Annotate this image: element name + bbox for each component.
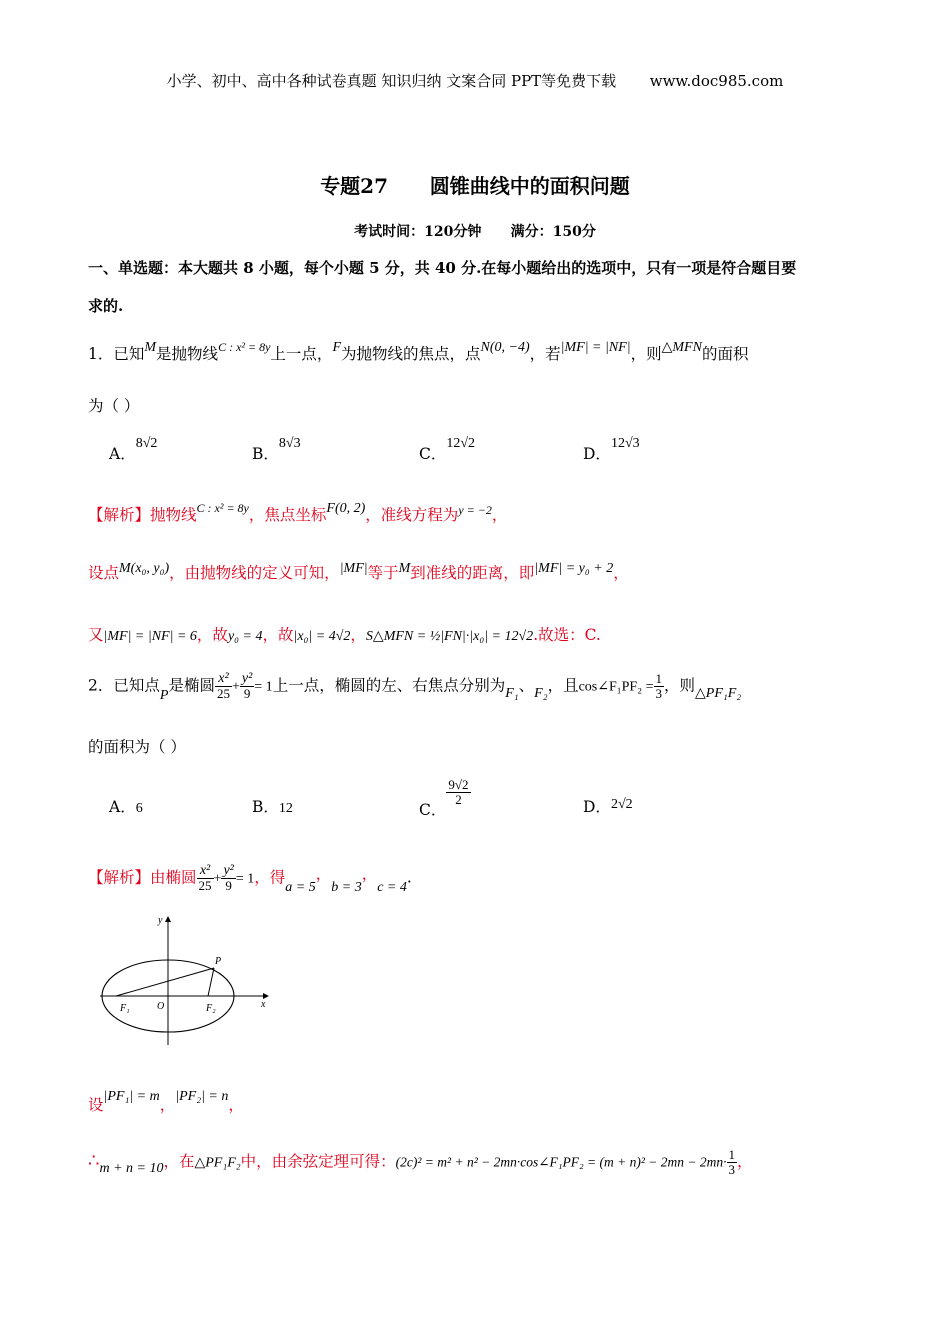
x-label: x [261,999,266,1010]
answer-2-line1: 【解析】由椭圆 $\frac{\text{x²}}{25}$ + $\frac{\text{y²}}{9}$ = 1，得a = 5，b = 3，c = 4. [88,863,412,895]
point-p-label: P [215,956,222,967]
q2-option-c[interactable]: C． $\frac{9√2}{2}$ [419,777,469,819]
ellipse-diagram [98,912,278,1047]
f1-label: F₁ [120,1003,130,1014]
q1-option-d[interactable]: D．12√3 [583,436,640,463]
header-text: 小学、初中、高中各种试卷真题 知识归纳 文案合同 PPT等免费下载 [166,72,617,90]
answer-1-line2: 设点M(x₀, y₀)，由抛物线的定义可知，|MF|等于M到准线的距离，即|MF| = y₀ + 2， [88,561,629,582]
page-title: 专题27 圆锥曲线中的面积问题 [320,174,630,198]
answer-1-line1: 【解析】抛物线$^{C : x^2 = 8y}$，焦点坐标F(0, 2)，准线方程为$^{y = -2}$， [88,501,508,524]
section-heading-line2: 求的. [88,297,124,315]
page-header [0,70,950,91]
question-2-line2: 的面积为（ ） [88,738,186,756]
y-axis-arrow [165,916,171,922]
f2-label: F₂ [206,1003,216,1014]
segment-pf2 [208,968,214,996]
q2-option-a[interactable]: A．6 [109,798,143,816]
q1-option-a[interactable]: A．8√2 [109,436,158,463]
question-1-line2: 为（ ） [88,397,140,415]
q2-option-d[interactable]: D．2√2 [583,797,633,816]
origin-label: O [157,1001,165,1012]
answer-1-line3: 又|MF| = |NF| = 6，故y₀ = 4，故|x₀| = 4√2，S△MFN = ½|FN|·|x₀| = 12√2.故选：C. [88,626,601,644]
y-label: y [158,915,163,926]
q1-option-b[interactable]: B．8√3 [252,436,301,463]
segment-pf1 [116,968,214,996]
question-2: 2．已知点P是椭圆 $\frac{\text{x²}}{25}$ + $\frac{\text{y²}}{9}$ = 1上一点，椭圆的左、右焦点分别为F₁、F₂，且cos∠F₁PF₂ = $\frac{1}{3}$ ，则△PF₁F₂ [88,671,742,703]
answer-2-line3: ∴m + n = 10，在△PF₁F₂中，由余弦定理可得：(2c)² = m² + n² − 2mn·cos∠F₁PF₂ = (m + n)² − 2mn − 2mn· $\frac{1}{3}$ ， [88,1147,753,1177]
header-url[interactable]: www.doc985.com [649,72,784,90]
answer-2-line2: 设|PF₁| = m，|PF₂| = n， [88,1089,244,1114]
q2-option-b[interactable]: B．12 [252,798,293,816]
question-1: 1．已知M是抛物线$^{C : x^2 = 8y}$上一点，F为抛物线的焦点，点N(0, −4)，若|MF| = |NF|，则△MFN的面积 [88,340,749,363]
section-heading-line1: 一、单选题：本大题共 8 小题，每个小题 5 分，共 40 分.在每小题给出的选项中，只有一项是符合题目要 [88,259,797,277]
q1-option-c[interactable]: C．12√2 [419,436,476,463]
exam-info: 考试时间：120分钟 满分：150分 [354,224,596,240]
